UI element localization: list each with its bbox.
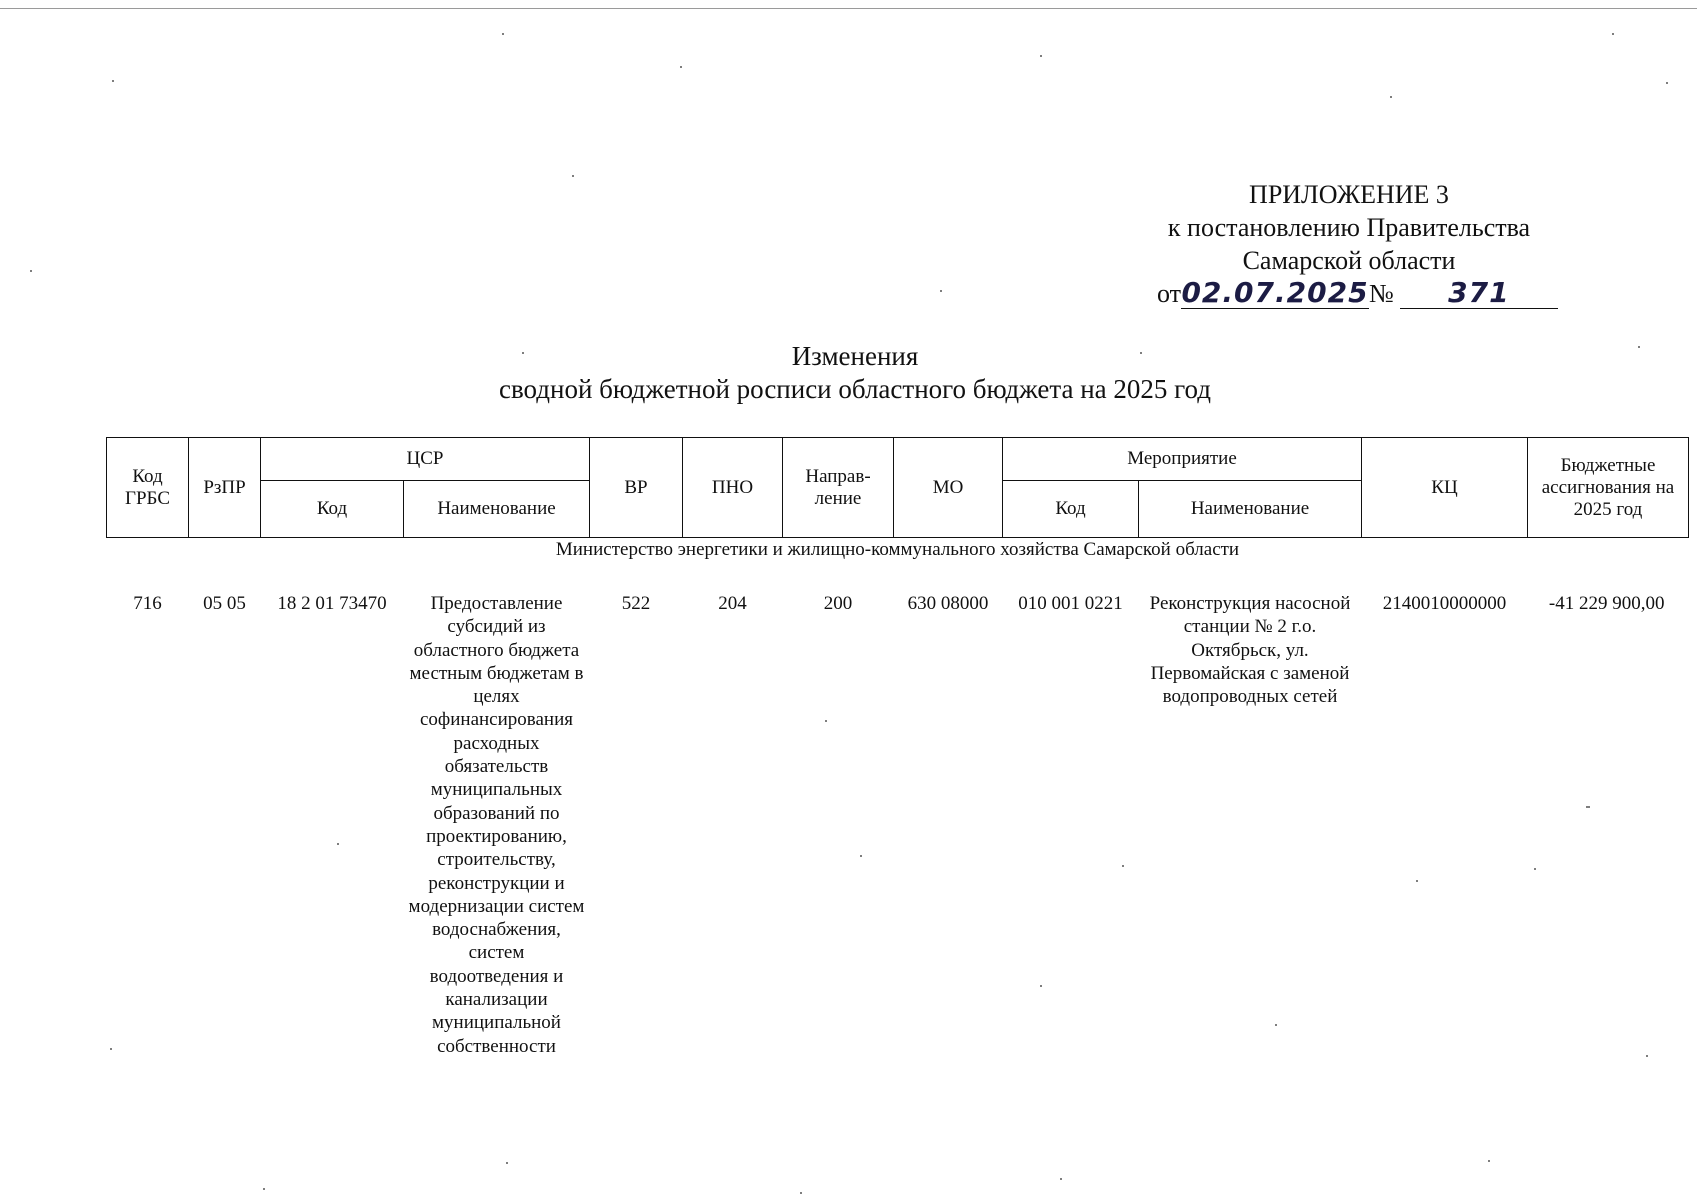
- cell-event-code: 010 001 0221: [1018, 593, 1123, 614]
- scan-speck: [1588, 806, 1590, 808]
- scan-speck: [1060, 1178, 1062, 1180]
- title-line-2: сводной бюджетной росписи областного бюджета на 2025 год: [498, 374, 1212, 404]
- date-field: [1181, 276, 1369, 309]
- scan-speck: [1040, 985, 1042, 987]
- header-event-name: Наименование: [1139, 481, 1362, 538]
- scan-speck: [522, 352, 524, 354]
- document-title: [0, 340, 1697, 406]
- number-sign: №: [1369, 279, 1394, 308]
- budget-table: [106, 437, 1689, 1058]
- scan-speck: [940, 290, 942, 292]
- cell-rzpr: 05 05: [203, 593, 246, 614]
- scan-speck: [1390, 96, 1392, 98]
- title-line-1: Изменения: [791, 341, 919, 371]
- cell-direction: 200: [823, 593, 853, 614]
- cell-csr-name: Предоставление субсидий из областного бюджета местным бюджетам в целях софинансирования расходных обязательств муниципальных образований по проектированию, строительству, реконструкции и модернизации систем водоснабжения, систем водоотведения и канализации муниципальной собственности: [408, 593, 585, 1057]
- scan-speck: [502, 33, 504, 35]
- scan-speck: [680, 66, 682, 68]
- scan-speck: [1534, 868, 1536, 870]
- header-rzpr: РзПР: [189, 438, 261, 538]
- appendix-title: ПРИЛОЖЕНИЕ 3: [1249, 180, 1449, 209]
- scan-speck: [1612, 33, 1614, 35]
- top-scan-rule: [0, 8, 1697, 9]
- cell-budget: -41 229 900,00: [1548, 593, 1665, 614]
- scan-speck: [1122, 865, 1124, 867]
- appendix-region: Самарской области: [1242, 246, 1456, 275]
- scan-speck: [1638, 346, 1640, 348]
- cell-pno: 204: [718, 593, 747, 614]
- scan-speck: [1275, 1024, 1277, 1026]
- header-csr-name: Наименование: [404, 481, 590, 538]
- scan-speck: [1040, 55, 1042, 57]
- appendix-block: [1069, 178, 1629, 309]
- row-gap: [107, 582, 1689, 592]
- header-direction: Направ-ление: [783, 438, 894, 538]
- scan-speck: [1646, 1055, 1648, 1057]
- scan-speck: [825, 720, 827, 722]
- scan-speck: [1666, 82, 1668, 84]
- scan-speck: [263, 1188, 265, 1190]
- scan-speck: [1416, 880, 1418, 882]
- header-event-code: Код: [1003, 481, 1139, 538]
- header-event: Мероприятие: [1003, 438, 1362, 481]
- scan-speck: [572, 175, 574, 177]
- scan-speck: [110, 1048, 112, 1050]
- header-kc: КЦ: [1362, 438, 1528, 538]
- scan-speck: [1488, 1160, 1490, 1162]
- cell-csr-code: 18 2 01 73470: [277, 593, 387, 614]
- number-field: [1400, 276, 1558, 309]
- scan-speck: [337, 843, 339, 845]
- cell-mo: 630 08000: [907, 593, 989, 614]
- appendix-resolution: к постановлению Правительства: [1167, 213, 1531, 242]
- scan-speck: [506, 1162, 508, 1164]
- header-pno: ПНО: [683, 438, 783, 538]
- scan-speck: [30, 270, 32, 272]
- scan-speck: [112, 80, 114, 82]
- handwritten-date: 02.07.2025: [1181, 276, 1369, 309]
- appendix-reference: [1157, 277, 1697, 310]
- header-csr: ЦСР: [261, 438, 590, 481]
- date-prefix: от: [1157, 279, 1182, 308]
- scan-speck: [800, 1192, 802, 1194]
- handwritten-number: 371: [1448, 276, 1510, 309]
- scan-speck: [860, 855, 862, 857]
- ministry-row: Министерство энергетики и жилищно-коммунального хозяйства Самарской области: [555, 539, 1240, 560]
- header-vr: ВР: [590, 438, 683, 538]
- cell-vr: 522: [621, 593, 651, 614]
- header-grbs: Код ГРБС: [107, 438, 189, 538]
- header-budget: Бюджетные ассигнования на 2025 год: [1528, 438, 1689, 538]
- scan-speck: [1140, 352, 1142, 354]
- header-csr-code: Код: [261, 481, 404, 538]
- cell-grbs: 716: [133, 593, 162, 614]
- table-row: [107, 592, 1689, 1058]
- header-mo: МО: [894, 438, 1003, 538]
- cell-kc: 2140010000000: [1382, 593, 1507, 614]
- cell-event-name: Реконструкция насосной станции № 2 г.о. Октябрьск, ул. Первомайская с заменой водопроводных сетей: [1149, 593, 1351, 708]
